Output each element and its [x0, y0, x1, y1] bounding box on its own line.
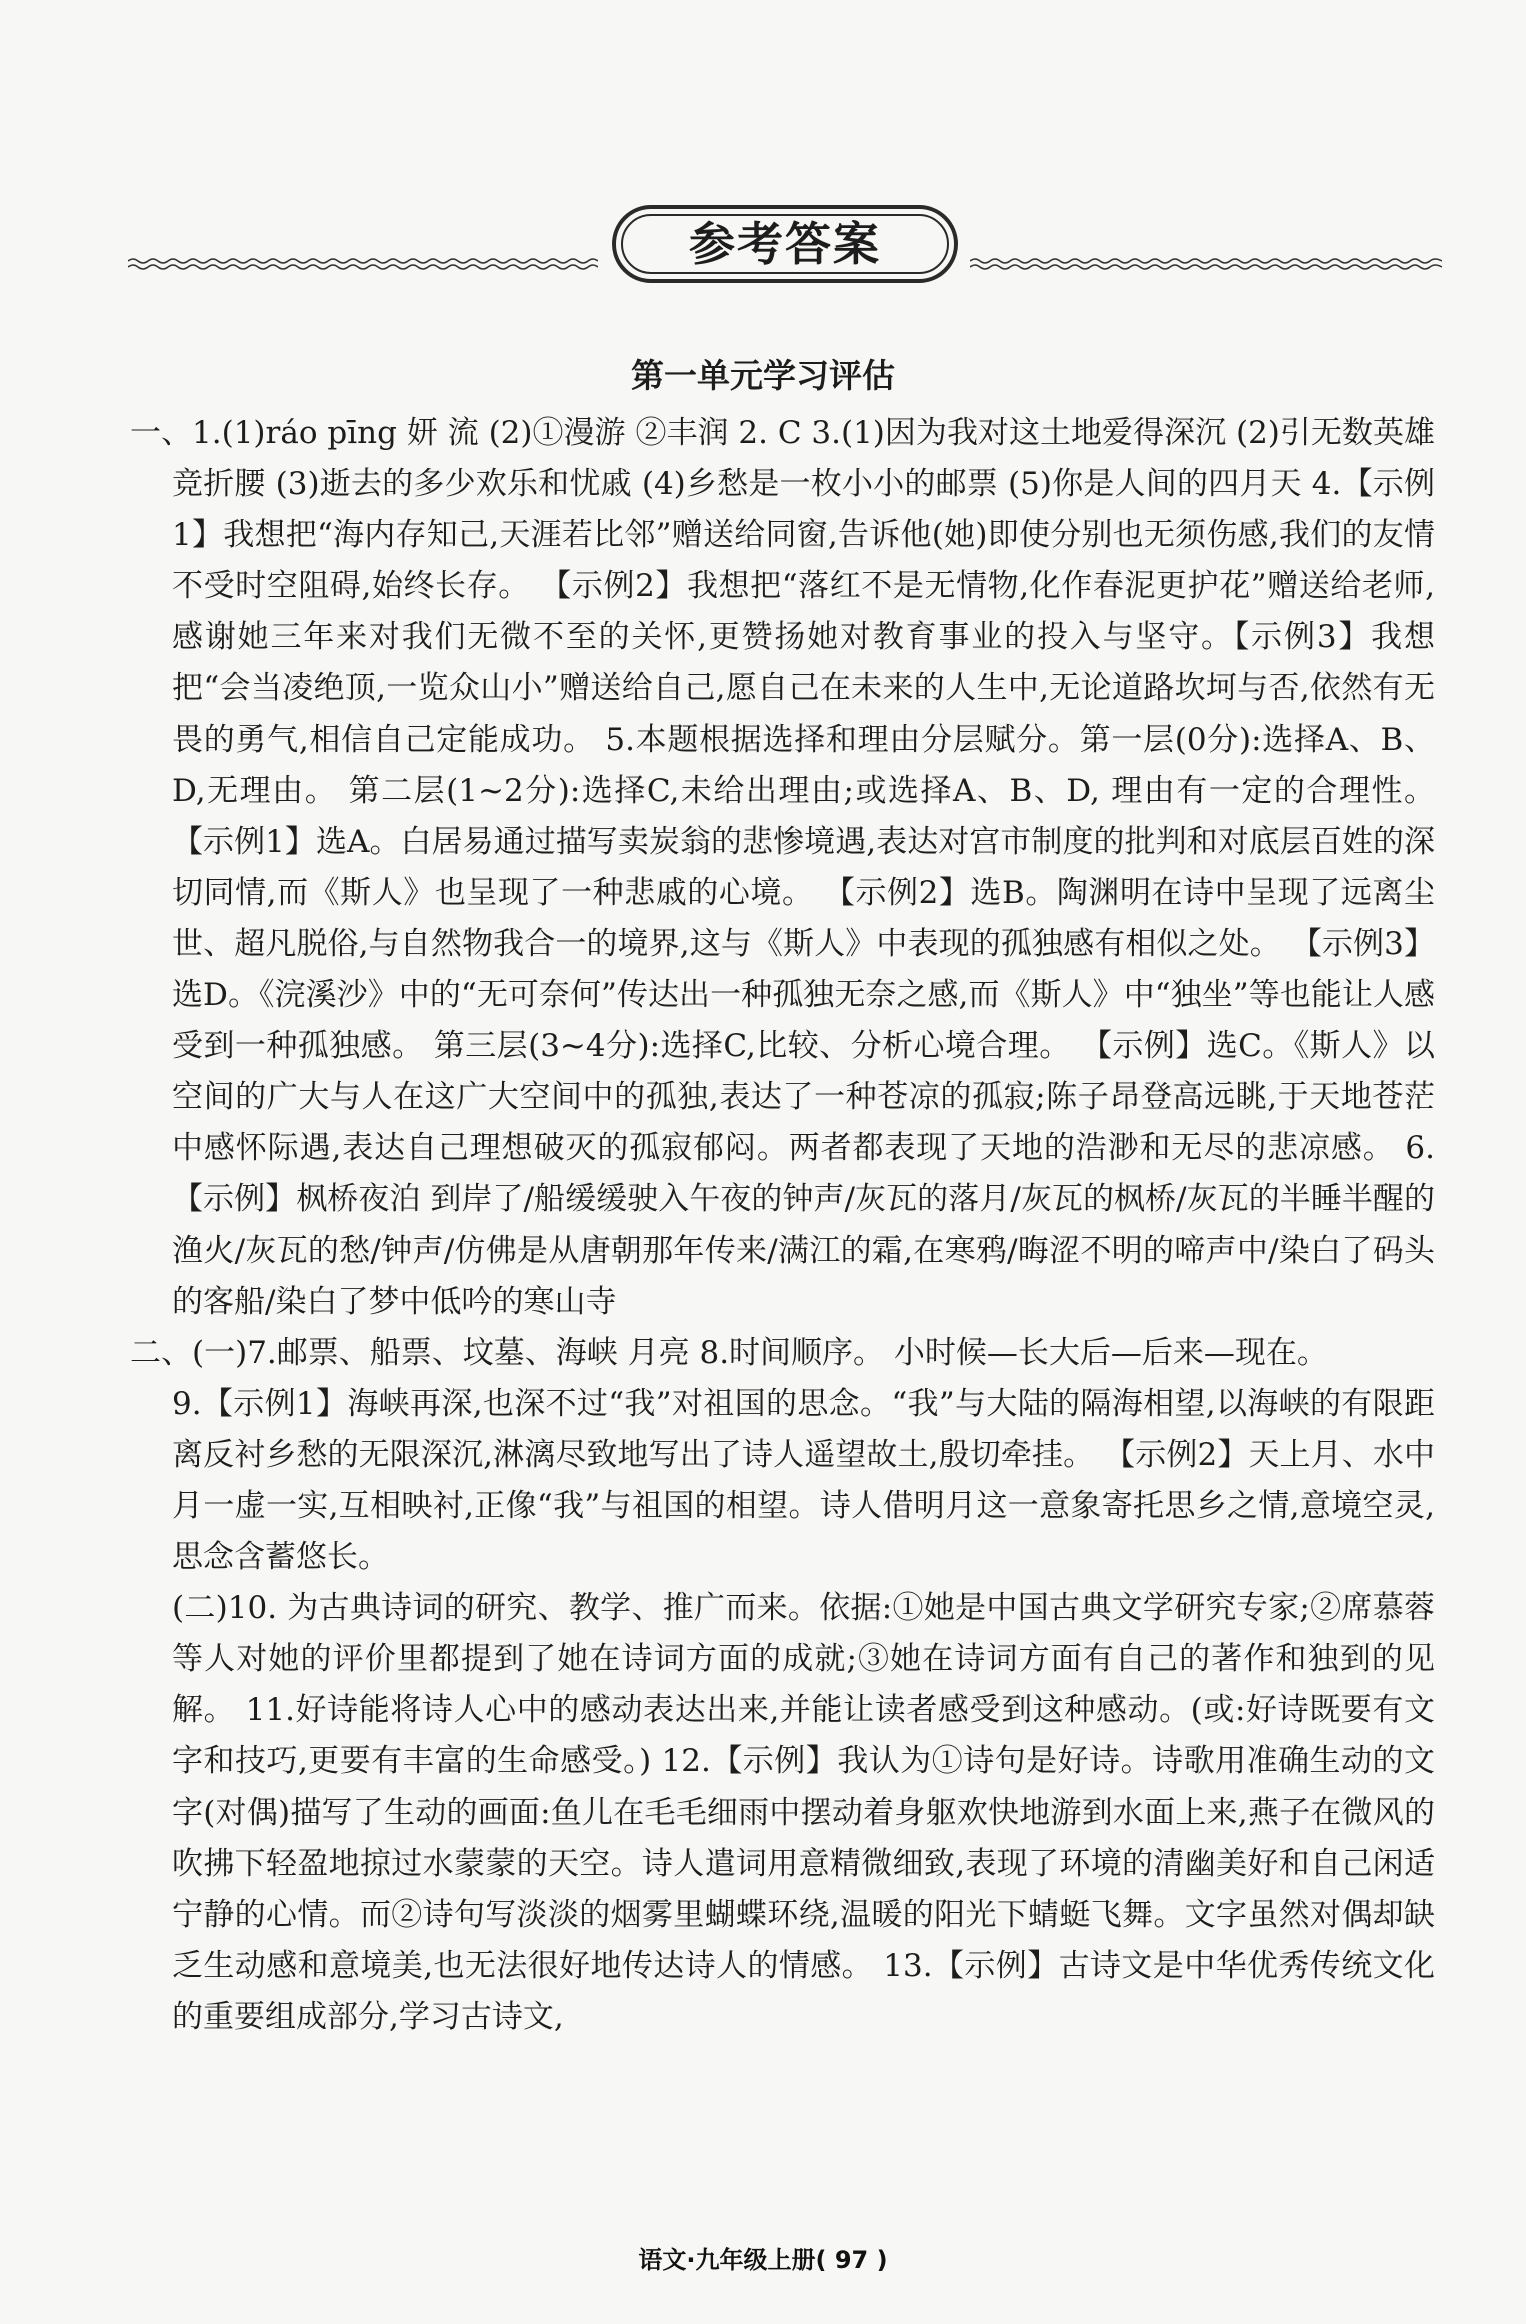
title-frame — [612, 205, 958, 283]
decorative-wave-right — [970, 257, 1442, 271]
section-title: 第一单元学习评估 — [631, 356, 895, 395]
answer-body — [130, 408, 1435, 2043]
page-title: 参考答案 — [689, 217, 881, 271]
answer-part-two-heading: 二、(一)7.邮票、船票、坟墓、海峡 月亮 8.时间顺序。 小时候—长大后—后来—现在。 — [130, 1334, 1328, 1371]
page-footer: 语文·九年级上册( 97 ) — [638, 2246, 888, 2274]
decorative-wave-left — [128, 257, 598, 271]
answer-part-two-section-two: (二)10. 为古典诗词的研究、教学、推广而来。依据:①她是中国古典文学研究专家;②席慕蓉等人对她的评价里都提到了她在诗词方面的成就;③她在诗词方面有自己的著作和独到的见解。 11.好诗能将诗人心中的感动表达出来,并能让读者感受到这种感动。(或:好诗既要有文字和技巧,更要有丰富的生命感受。) 12.【示例】我认为①诗句是好诗。诗歌用准确生动的文字(对偶)描写了生动的画面:鱼儿在毛毛细雨中摆动着身躯欢快地游到水面上来,燕子在微风的吹拂下轻盈地掠过水蒙蒙的天空。诗人遣词用意精微细致,表现了环境的清幽美好和自己闲适宁静的心情。而②诗句写淡淡的烟雾里蝴蝶环绕,温暖的阳光下蜻蜓飞舞。文字虽然对偶却缺乏生动感和意境美,也无法很好地传达诗人的情感。 13.【示例】古诗文是中华优秀传统文化的重要组成部分,学习古诗文, — [172, 1590, 1435, 2035]
answer-part-one: 一、1.(1)ráo pīng 妍 流 (2)①漫游 ②丰润 2. C 3.(1)因为我对这土地爱得深沉 (2)引无数英雄竞折腰 (3)逝去的多少欢乐和忧戚 (4)乡愁是一枚小小的邮票 (5)你是人间的四月天 4.【示例1】我想把“海内存知己,天涯若比邻”赠送给同窗,告诉他(她)即使分别也无须伤感,我们的友情不受时空阻碍,始终长存。 【示例2】我想把“落红不是无情物,化作春泥更护花”赠送给老师,感谢她三年来对我们无微不至的关怀,更赞扬她对教育事业的投入与坚守。【示例3】我想把“会当凌绝顶,一览众山小”赠送给自己,愿自己在未来的人生中,无论道路坎坷与否,依然有无畏的勇气,相信自己定能成功。 5.本题根据选择和理由分层赋分。第一层(0分):选择A、B、D,无理由。 第二层(1~2分):选择C,未给出理由;或选择A、B、D, 理由有一定的合理性。 【示例1】选A。白居易通过描写卖炭翁的悲惨境遇,表达对宫市制度的批判和对底层百姓的深切同情,而《斯人》也呈现了一种悲戚的心境。 【示例2】选B。陶渊明在诗中呈现了远离尘世、超凡脱俗,与自然物我合一的境界,这与《斯人》中表现的孤独感有相似之处。 【示例3】选D。《浣溪沙》中的“无可奈何”传达出一种孤独无奈之感,而《斯人》中“独坐”等也能让人感受到一种孤独感。 第三层(3~4分):选择C,比较、分析心境合理。 【示例】选C。《斯人》以空间的广大与人在这广大空间中的孤独,表达了一种苍凉的孤寂;陈子昂登高远眺,于天地苍茫中感怀际遇,表达自己理想破灭的孤寂郁闷。两者都表现了天地的浩渺和无尽的悲凉感。 6.【示例】枫桥夜泊 到岸了/船缓缓驶入午夜的钟声/灰瓦的落月/灰瓦的枫桥/灰瓦的半睡半醒的渔火/灰瓦的愁/钟声/仿佛是从唐朝那年传来/满江的霜,在寒鸦/晦涩不明的啼声中/染白了码头的客船/染白了梦中低吟的寒山寺 — [130, 415, 1435, 1320]
page-header — [0, 195, 1526, 285]
answer-part-two-q9: 9.【示例1】海峡再深,也深不过“我”对祖国的思念。“我”与大陆的隔海相望,以海峡的有限距离反衬乡愁的无限深沉,淋漓尽致地写出了诗人遥望故土,殷切牵挂。 【示例2】天上月、水中月一虚一实,互相映衬,正像“我”与祖国的相望。诗人借明月这一意象寄托思乡之情,意境空灵,思念含蓄悠长。 — [172, 1385, 1435, 1576]
